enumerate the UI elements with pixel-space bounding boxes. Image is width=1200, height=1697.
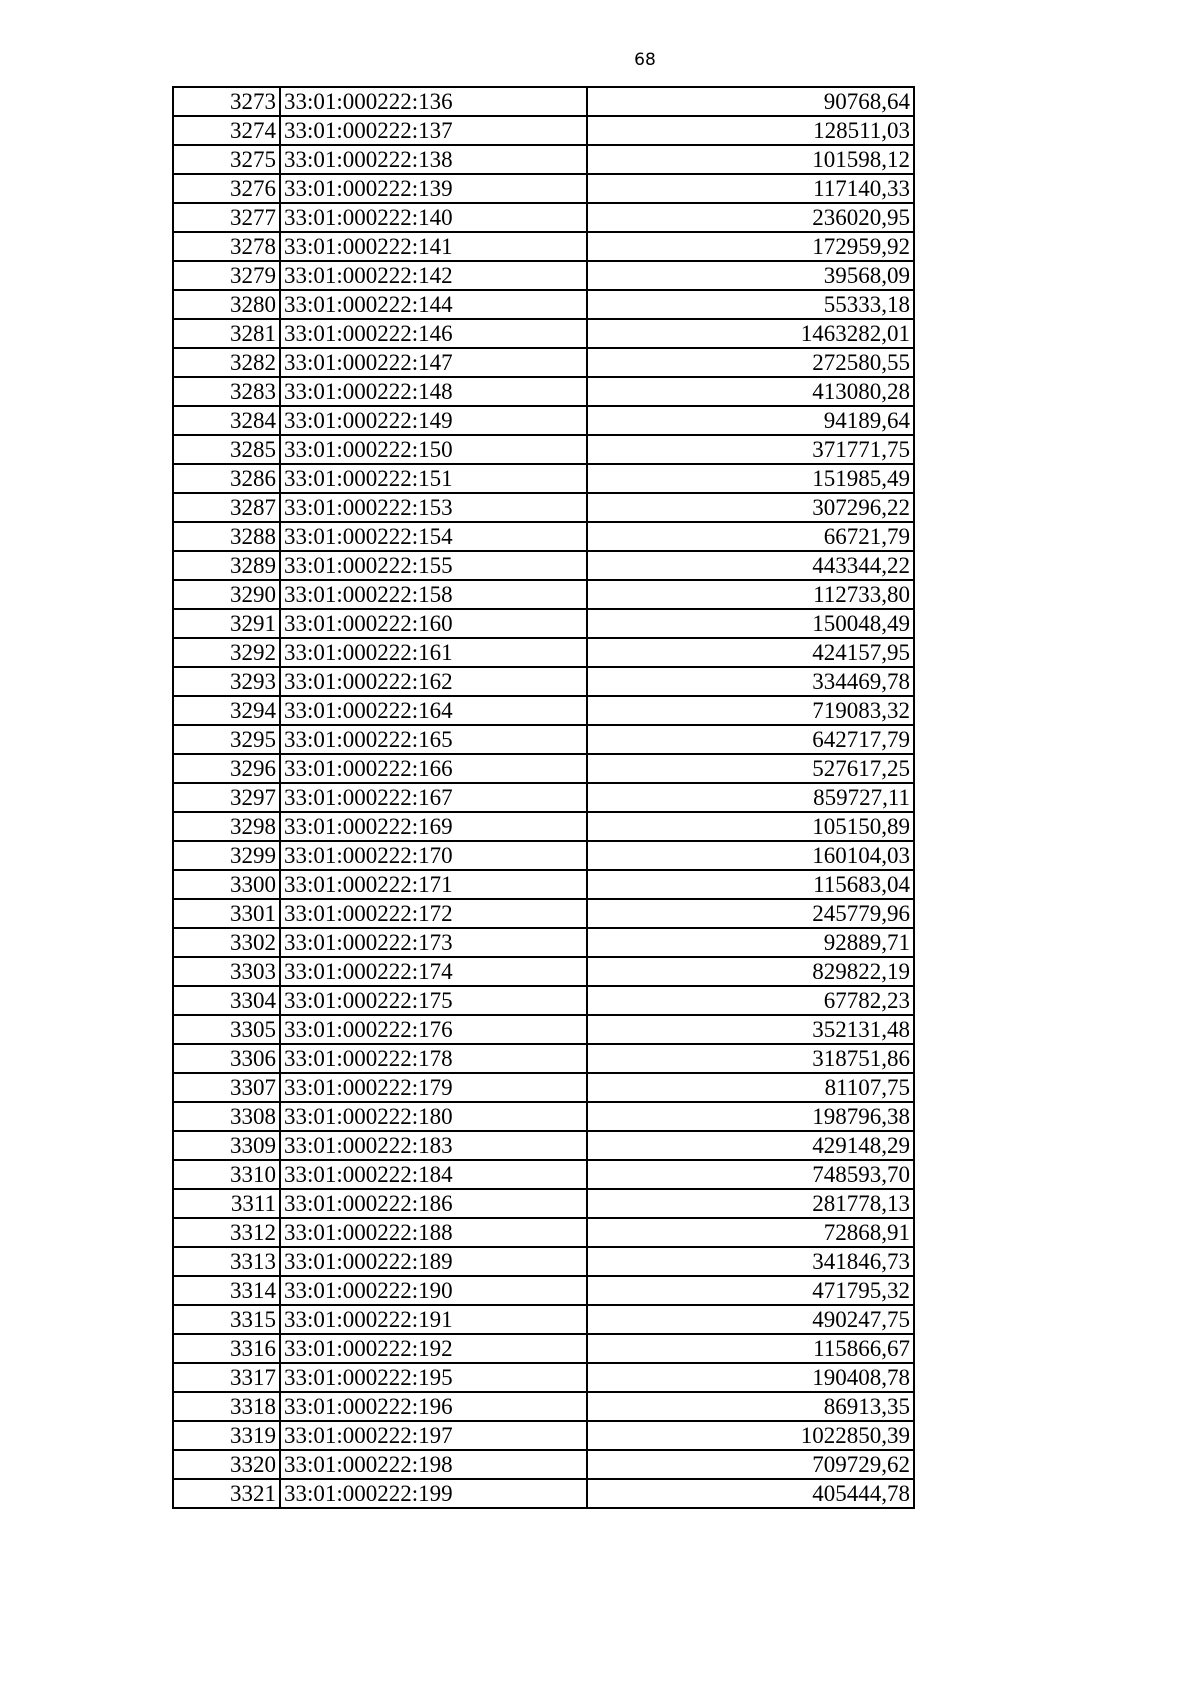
value-cell: 245779,96 [587, 899, 914, 928]
row-number-cell: 3280 [173, 290, 280, 319]
value-cell: 55333,18 [587, 290, 914, 319]
row-number-cell: 3305 [173, 1015, 280, 1044]
table-row [173, 1421, 914, 1450]
cadastral-number-cell: 33:01:000222:186 [280, 1189, 587, 1218]
cadastral-number-cell: 33:01:000222:188 [280, 1218, 587, 1247]
cadastral-number-cell: 33:01:000222:178 [280, 1044, 587, 1073]
cadastral-number-cell: 33:01:000222:154 [280, 522, 587, 551]
cadastral-number-cell: 33:01:000222:136 [280, 87, 587, 116]
table-row [173, 145, 914, 174]
cadastral-number-cell: 33:01:000222:199 [280, 1479, 587, 1508]
row-number-cell: 3314 [173, 1276, 280, 1305]
row-number-cell: 3289 [173, 551, 280, 580]
registry-table-body [173, 87, 914, 1508]
cadastral-number-cell: 33:01:000222:162 [280, 667, 587, 696]
table-row [173, 1276, 914, 1305]
cadastral-number-cell: 33:01:000222:166 [280, 754, 587, 783]
row-number-cell: 3317 [173, 1363, 280, 1392]
value-cell: 39568,09 [587, 261, 914, 290]
table-row [173, 725, 914, 754]
cadastral-number-cell: 33:01:000222:183 [280, 1131, 587, 1160]
cadastral-number-cell: 33:01:000222:174 [280, 957, 587, 986]
table-row [173, 986, 914, 1015]
table-row [173, 522, 914, 551]
cadastral-number-cell: 33:01:000222:192 [280, 1334, 587, 1363]
value-cell: 334469,78 [587, 667, 914, 696]
value-cell: 424157,95 [587, 638, 914, 667]
table-row [173, 841, 914, 870]
row-number-cell: 3292 [173, 638, 280, 667]
row-number-cell: 3313 [173, 1247, 280, 1276]
cadastral-number-cell: 33:01:000222:158 [280, 580, 587, 609]
row-number-cell: 3278 [173, 232, 280, 261]
value-cell: 198796,38 [587, 1102, 914, 1131]
value-cell: 490247,75 [587, 1305, 914, 1334]
row-number-cell: 3303 [173, 957, 280, 986]
table-row [173, 377, 914, 406]
value-cell: 150048,49 [587, 609, 914, 638]
row-number-cell: 3301 [173, 899, 280, 928]
value-cell: 92889,71 [587, 928, 914, 957]
value-cell: 101598,12 [587, 145, 914, 174]
value-cell: 429148,29 [587, 1131, 914, 1160]
row-number-cell: 3298 [173, 812, 280, 841]
row-number-cell: 3276 [173, 174, 280, 203]
row-number-cell: 3285 [173, 435, 280, 464]
table-row [173, 754, 914, 783]
row-number-cell: 3321 [173, 1479, 280, 1508]
row-number-cell: 3312 [173, 1218, 280, 1247]
value-cell: 1022850,39 [587, 1421, 914, 1450]
value-cell: 236020,95 [587, 203, 914, 232]
table-row [173, 899, 914, 928]
row-number-cell: 3309 [173, 1131, 280, 1160]
table-row [173, 406, 914, 435]
value-cell: 405444,78 [587, 1479, 914, 1508]
table-row [173, 319, 914, 348]
cadastral-number-cell: 33:01:000222:180 [280, 1102, 587, 1131]
row-number-cell: 3310 [173, 1160, 280, 1189]
table-row [173, 1131, 914, 1160]
table-row [173, 1450, 914, 1479]
row-number-cell: 3296 [173, 754, 280, 783]
table-row [173, 638, 914, 667]
value-cell: 281778,13 [587, 1189, 914, 1218]
row-number-cell: 3320 [173, 1450, 280, 1479]
row-number-cell: 3286 [173, 464, 280, 493]
value-cell: 642717,79 [587, 725, 914, 754]
value-cell: 117140,33 [587, 174, 914, 203]
value-cell: 341846,73 [587, 1247, 914, 1276]
table-row [173, 1334, 914, 1363]
value-cell: 128511,03 [587, 116, 914, 145]
value-cell: 719083,32 [587, 696, 914, 725]
cadastral-number-cell: 33:01:000222:161 [280, 638, 587, 667]
row-number-cell: 3308 [173, 1102, 280, 1131]
table-row [173, 580, 914, 609]
cadastral-number-cell: 33:01:000222:198 [280, 1450, 587, 1479]
row-number-cell: 3281 [173, 319, 280, 348]
row-number-cell: 3318 [173, 1392, 280, 1421]
cadastral-number-cell: 33:01:000222:169 [280, 812, 587, 841]
table-row [173, 116, 914, 145]
value-cell: 829822,19 [587, 957, 914, 986]
table-row [173, 1363, 914, 1392]
row-number-cell: 3304 [173, 986, 280, 1015]
row-number-cell: 3275 [173, 145, 280, 174]
value-cell: 160104,03 [587, 841, 914, 870]
value-cell: 81107,75 [587, 1073, 914, 1102]
value-cell: 527617,25 [587, 754, 914, 783]
row-number-cell: 3282 [173, 348, 280, 377]
page-number: 68 [634, 50, 656, 70]
cadastral-number-cell: 33:01:000222:139 [280, 174, 587, 203]
row-number-cell: 3277 [173, 203, 280, 232]
row-number-cell: 3295 [173, 725, 280, 754]
table-row [173, 1305, 914, 1334]
row-number-cell: 3306 [173, 1044, 280, 1073]
row-number-cell: 3291 [173, 609, 280, 638]
value-cell: 371771,75 [587, 435, 914, 464]
cadastral-number-cell: 33:01:000222:164 [280, 696, 587, 725]
value-cell: 151985,49 [587, 464, 914, 493]
cadastral-number-cell: 33:01:000222:176 [280, 1015, 587, 1044]
cadastral-number-cell: 33:01:000222:170 [280, 841, 587, 870]
value-cell: 443344,22 [587, 551, 914, 580]
table-row [173, 1479, 914, 1508]
row-number-cell: 3273 [173, 87, 280, 116]
table-row [173, 1160, 914, 1189]
cadastral-number-cell: 33:01:000222:189 [280, 1247, 587, 1276]
table-row [173, 957, 914, 986]
row-number-cell: 3283 [173, 377, 280, 406]
cadastral-number-cell: 33:01:000222:150 [280, 435, 587, 464]
row-number-cell: 3300 [173, 870, 280, 899]
table-row [173, 87, 914, 116]
cadastral-number-cell: 33:01:000222:179 [280, 1073, 587, 1102]
cadastral-number-cell: 33:01:000222:155 [280, 551, 587, 580]
table-row [173, 232, 914, 261]
table-row [173, 1218, 914, 1247]
value-cell: 709729,62 [587, 1450, 914, 1479]
value-cell: 318751,86 [587, 1044, 914, 1073]
value-cell: 115866,67 [587, 1334, 914, 1363]
row-number-cell: 3274 [173, 116, 280, 145]
cadastral-number-cell: 33:01:000222:196 [280, 1392, 587, 1421]
table-row [173, 261, 914, 290]
row-number-cell: 3316 [173, 1334, 280, 1363]
row-number-cell: 3287 [173, 493, 280, 522]
value-cell: 94189,64 [587, 406, 914, 435]
cadastral-number-cell: 33:01:000222:153 [280, 493, 587, 522]
cadastral-number-cell: 33:01:000222:151 [280, 464, 587, 493]
value-cell: 272580,55 [587, 348, 914, 377]
value-cell: 413080,28 [587, 377, 914, 406]
cadastral-number-cell: 33:01:000222:167 [280, 783, 587, 812]
cadastral-number-cell: 33:01:000222:142 [280, 261, 587, 290]
row-number-cell: 3284 [173, 406, 280, 435]
table-row [173, 1073, 914, 1102]
table-row [173, 348, 914, 377]
table-row [173, 464, 914, 493]
cadastral-number-cell: 33:01:000222:190 [280, 1276, 587, 1305]
value-cell: 307296,22 [587, 493, 914, 522]
table-row [173, 1392, 914, 1421]
cadastral-number-cell: 33:01:000222:197 [280, 1421, 587, 1450]
row-number-cell: 3279 [173, 261, 280, 290]
cadastral-number-cell: 33:01:000222:137 [280, 116, 587, 145]
table-row [173, 203, 914, 232]
value-cell: 190408,78 [587, 1363, 914, 1392]
value-cell: 748593,70 [587, 1160, 914, 1189]
value-cell: 352131,48 [587, 1015, 914, 1044]
row-number-cell: 3315 [173, 1305, 280, 1334]
cadastral-number-cell: 33:01:000222:147 [280, 348, 587, 377]
cadastral-number-cell: 33:01:000222:165 [280, 725, 587, 754]
row-number-cell: 3288 [173, 522, 280, 551]
table-row [173, 290, 914, 319]
value-cell: 471795,32 [587, 1276, 914, 1305]
row-number-cell: 3293 [173, 667, 280, 696]
cadastral-number-cell: 33:01:000222:191 [280, 1305, 587, 1334]
table-row [173, 870, 914, 899]
table-row [173, 174, 914, 203]
value-cell: 105150,89 [587, 812, 914, 841]
table-row [173, 696, 914, 725]
cadastral-number-cell: 33:01:000222:141 [280, 232, 587, 261]
row-number-cell: 3290 [173, 580, 280, 609]
value-cell: 67782,23 [587, 986, 914, 1015]
value-cell: 112733,80 [587, 580, 914, 609]
cadastral-number-cell: 33:01:000222:184 [280, 1160, 587, 1189]
cadastral-number-cell: 33:01:000222:173 [280, 928, 587, 957]
table-row [173, 551, 914, 580]
cadastral-number-cell: 33:01:000222:172 [280, 899, 587, 928]
row-number-cell: 3294 [173, 696, 280, 725]
table-row [173, 1189, 914, 1218]
table-row [173, 1102, 914, 1131]
table-row [173, 667, 914, 696]
cadastral-number-cell: 33:01:000222:146 [280, 319, 587, 348]
table-row [173, 928, 914, 957]
value-cell: 72868,91 [587, 1218, 914, 1247]
value-cell: 90768,64 [587, 87, 914, 116]
table-row [173, 812, 914, 841]
cadastral-number-cell: 33:01:000222:195 [280, 1363, 587, 1392]
row-number-cell: 3311 [173, 1189, 280, 1218]
table-row [173, 609, 914, 638]
table-row [173, 783, 914, 812]
cadastral-number-cell: 33:01:000222:175 [280, 986, 587, 1015]
table-row [173, 1015, 914, 1044]
cadastral-number-cell: 33:01:000222:149 [280, 406, 587, 435]
value-cell: 859727,11 [587, 783, 914, 812]
row-number-cell: 3319 [173, 1421, 280, 1450]
cadastral-number-cell: 33:01:000222:138 [280, 145, 587, 174]
cadastral-number-cell: 33:01:000222:144 [280, 290, 587, 319]
row-number-cell: 3299 [173, 841, 280, 870]
cadastral-number-cell: 33:01:000222:160 [280, 609, 587, 638]
row-number-cell: 3302 [173, 928, 280, 957]
registry-table [172, 86, 915, 1509]
value-cell: 66721,79 [587, 522, 914, 551]
cadastral-number-cell: 33:01:000222:148 [280, 377, 587, 406]
value-cell: 86913,35 [587, 1392, 914, 1421]
row-number-cell: 3307 [173, 1073, 280, 1102]
table-row [173, 435, 914, 464]
row-number-cell: 3297 [173, 783, 280, 812]
value-cell: 1463282,01 [587, 319, 914, 348]
value-cell: 172959,92 [587, 232, 914, 261]
value-cell: 115683,04 [587, 870, 914, 899]
table-row [173, 493, 914, 522]
cadastral-number-cell: 33:01:000222:171 [280, 870, 587, 899]
table-row [173, 1247, 914, 1276]
table-row [173, 1044, 914, 1073]
cadastral-number-cell: 33:01:000222:140 [280, 203, 587, 232]
